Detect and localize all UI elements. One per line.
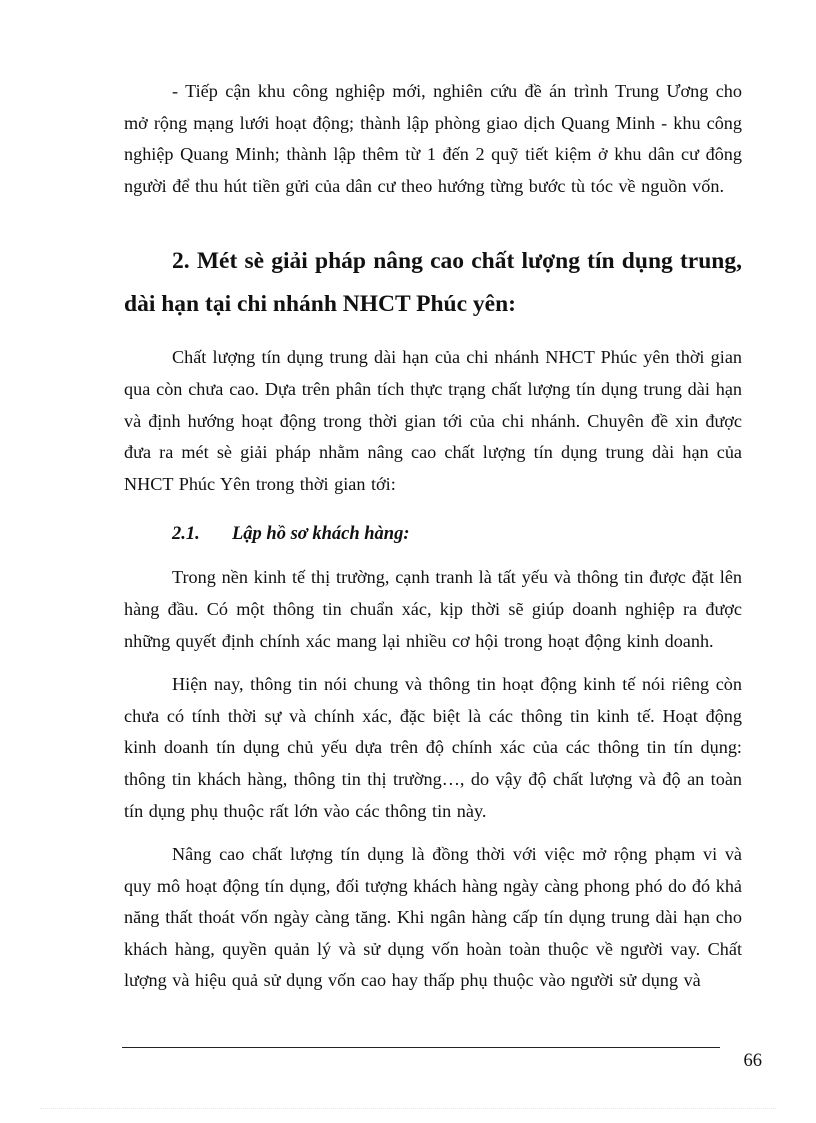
subsection-title: Lập hồ sơ khách hàng: xyxy=(232,524,410,545)
paragraph-market-information: Trong nền kinh tế thị trường, cạnh tranh là tất yếu và thông tin được đặt lên hàng đầu. Có một thông tin chuẩn xác, kịp thời sẽ giúp doanh nghiệp ra được những quyết định chính xác mang lại nhiều cơ hội trong hoạt động kinh doanh. xyxy=(124,567,742,651)
paragraph-credit-risk: Nâng cao chất lượng tín dụng là đồng thời với việc mở rộng phạm vi và quy mô hoạt động tín dụng, đối tượng khách hàng ngày càng phong phó do đó khả năng thất thoát vốn ngày càng tăng. Khi ngân hàng cấp tín dụng trung dài hạn cho khách hàng, quyền quản lý và sử dụng vốn hoàn toàn thuộc về người vay. Chất lượng và hiệu quả sử dụng vốn cao hay thấp phụ thuộc vào người sử dụng và xyxy=(124,844,742,991)
paragraph-network-expansion: - Tiếp cận khu công nghiệp mới, nghiên cứu đề án trình Trung Ương cho mở rộng mạng lưới hoạt động; thành lập phòng giao dịch Quang Minh - khu công nghiệp Quang Minh; thành lập thêm từ 1 đến 2 quỹ tiết kiệm ở khu dân cư đông người để thu hút tiền gửi của dân cư theo hướng từng bước tù tóc về nguồn vốn. xyxy=(124,81,742,196)
page-body xyxy=(124,76,742,1009)
subsection-heading xyxy=(124,518,742,550)
page-number: 66 xyxy=(743,1051,762,1071)
paragraph-section-intro: Chất lượng tín dụng trung dài hạn của chi nhánh NHCT Phúc yên thời gian qua còn chưa cao. Dựa trên phân tích thực trạng chất lượng tín dụng trung dài hạn và định hướng hoạt động trong thời gian tới của chi nhánh. Chuyên đề xin được đưa ra mét sè giải pháp nhằm nâng cao chất lượng tín dụng trung dài hạn của NHCT Phúc Yên trong thời gian tới: xyxy=(124,347,742,494)
paragraph-information-quality: Hiện nay, thông tin nói chung và thông tin hoạt động kinh tế nói riêng còn chưa có tính thời sự và chính xác, đặc biệt là các thông tin kinh tế. Hoạt động kinh doanh tín dụng chủ yếu dựa trên độ chính xác của các thông tin tín dụng: thông tin khách hàng, thông tin thị trường…, do vậy độ chất lượng và độ an toàn tín dụng phụ thuộc rất lớn vào các thông tin này. xyxy=(124,674,742,821)
section-heading: 2. Mét sè giải pháp nâng cao chất lượng tín dụng trung, dài hạn tại chi nhánh NHCT Phúc yên: xyxy=(124,248,742,318)
footer-divider xyxy=(122,1047,720,1048)
page-bottom-border xyxy=(40,1108,776,1109)
subsection-number: 2.1. xyxy=(172,524,200,545)
